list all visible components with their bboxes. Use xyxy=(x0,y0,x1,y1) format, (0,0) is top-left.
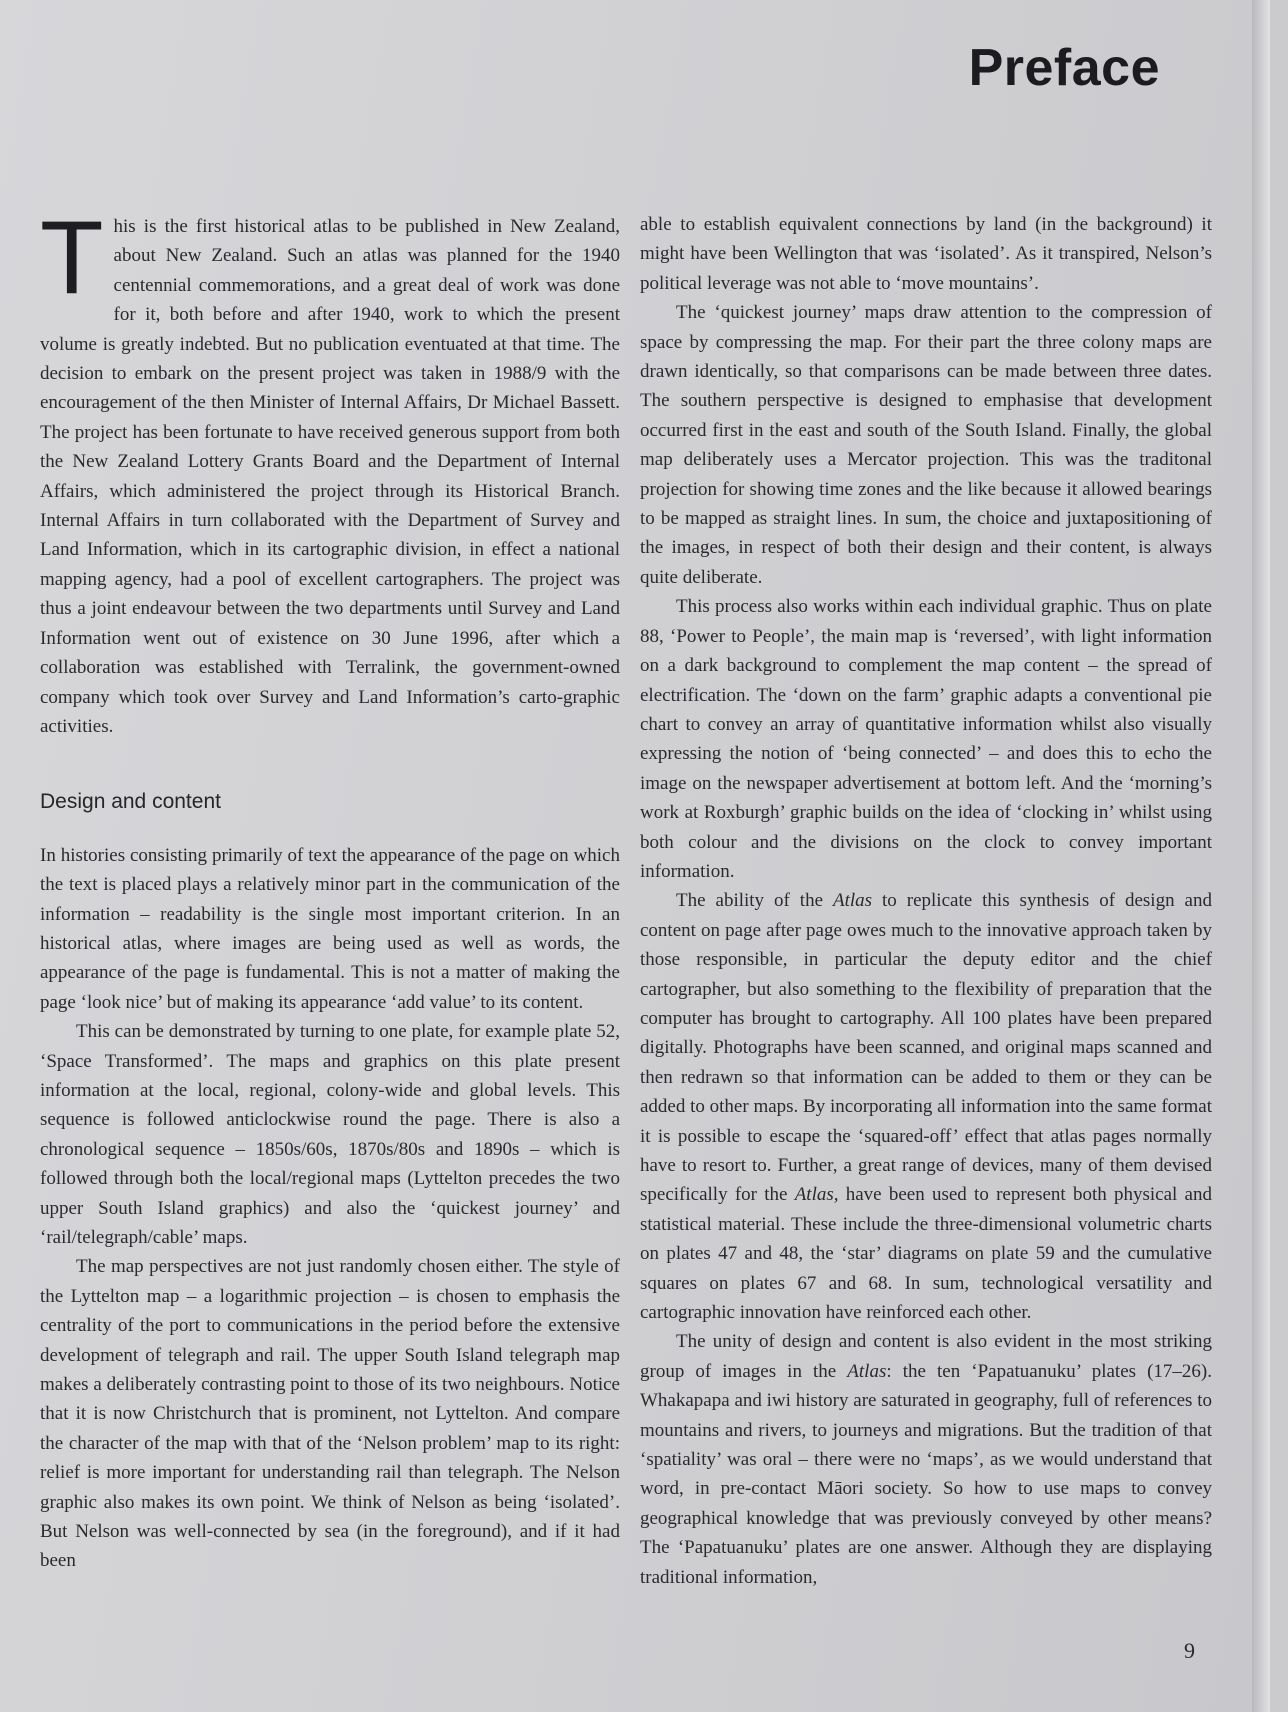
atlas-italic: Atlas xyxy=(833,890,873,912)
paragraph xyxy=(640,886,1212,1327)
text-run: have been used to represent both physical and statistical material. These include the three-dimensional volumetric charts on plates 47 and 48, the ‘star’ diagrams on plate 59 and the cumulative squares on plates 67 and 68. In sum, technological versatility and cartographic innovation have reinforced each other. xyxy=(640,1184,1212,1324)
paragraph: The map perspectives are not just randomly chosen either. The style of the Lyttelton map – a logarithmic projection – is chosen to emphasis the centrality of the port to communications in the period before the extensive development of telegraph and rail. The upper South Island telegraph map makes a deliberately contrasting point to those of its two neighbours. Notice that it is now Christchurch that is prominent, not Lyttelton. And compare the character of the map with that of the ‘Nelson problem’ map to its right: relief is more important for understanding rail than telegraph. The Nelson graphic also makes its own point. We think of Nelson as being ‘isolated’. But Nelson was well-connected by sea (in the foreground), and if it had been xyxy=(40,1256,620,1572)
page-edge xyxy=(1252,0,1270,1712)
paragraph: This process also works within each individual graphic. Thus on plate 88, ‘Power to People’, the main map is ‘reversed’, with light information on a dark background to complement the map content – the spread of electrification. The ‘down on the farm’ graphic adapts a conventional pie chart to convey an array of quantitative information whilst also visually expressing the notion of ‘being connected’ – and does this to echo the image on the newspaper advertisement at bottom left. And the ‘morning’s work at Roxburgh’ graphic builds on the idea of ‘clocking in’ whilst using both colour and the divisions on the clock to convey important information. xyxy=(640,596,1212,882)
text-run: : the ten ‘Papatuanuku’ plates (17–26). Whakapapa and iwi history are saturated in geography, full of references to mountains and rivers, to journeys and migrations. But the tradition of that ‘spatiality’ was oral – there were no ‘maps’, as we would understand that word, in pre-contact Māori society. So how to use maps to convey geographical knowledge that was previously conveyed by other means? The ‘Papatuanuku’ plates are one answer. Although they are displaying traditional information, xyxy=(640,1360,1212,1588)
left-column xyxy=(40,200,620,1576)
paragraph: This can be demonstrated by turning to one plate, for example plate 52, ‘Space Transformed’. The maps and graphics on this plate present information at the local, regional, colony-wide and global levels. This sequence is followed anticlockwise round the page. There is also a chronological sequence – 1850s/60s, 1870s/80s and 1890s – which is followed through both the local/regional maps (Lyttelton precedes the two upper South Island graphics) and also the ‘quickest journey’ and ‘rail/telegraph/cable’ maps. xyxy=(40,1021,620,1248)
atlas-italic: Atlas, xyxy=(794,1184,839,1206)
intro-text: his is the first historical atlas to be published in New Zealand, about New Zealand. Such an atlas was planned for the 1940 centennial commemorations, and a great deal of work was done for it, both before and after 1940, work to which the present volume is greatly indebted. But no publication eventuated at that time. The decision to embark on the present project was taken in 1988/9 with the encouragement of the then Minister of Internal Affairs, Dr Michael Bassett. The project has been fortunate to have received generous support from both the New Zealand Lottery Grants Board and the Department of Internal Affairs, which administered the project through its Historical Branch. Internal Affairs in turn collaborated with the Department of Survey and Land Information, which in its cartographic division, in effect a national mapping agency, had a pool of excellent cartographers. The project was thus a joint endeavour between the two departments until Survey and Land Information went out of existence on 30 June 1996, after which a collaboration was established with Terralink, the government-owned company which took over Survey and Land Information’s carto-graphic activities. xyxy=(40,216,620,737)
page-title: Preface xyxy=(968,39,1160,97)
intro-paragraph xyxy=(40,200,620,741)
text-run: The unity of design and content is also evident in the most striking group of images in the xyxy=(640,1331,1212,1382)
paragraph: able to establish equivalent connections by land (in the background) it might have been Wellington that was ‘isolated’. As it transpired, Nelson’s political leverage was not able to ‘move mountains’. xyxy=(640,214,1212,294)
drop-cap: T xyxy=(40,200,104,316)
section-heading: Design and content xyxy=(40,790,221,814)
paragraph xyxy=(640,1327,1212,1592)
text-run: The ability of the xyxy=(676,890,833,912)
paragraph: The ‘quickest journey’ maps draw attention to the compression of space by compressing the map. For their part the three colony maps are drawn identically, so that comparisons can be made between three dates. The southern perspective is designed to emphasise that development occurred first in the east and south of the South Island. Finally, the global map deliberately uses a Mercator projection. This was the traditonal projection for showing time zones and the like because it allowed bearings to be mapped as straight lines. In sum, the choice and juxtapositioning of the images, in respect of both their design and their content, is always quite deliberate. xyxy=(640,302,1212,588)
atlas-italic: Atlas xyxy=(847,1360,887,1382)
paragraph: In histories consisting primarily of text the appearance of the page on which the text is placed plays a relatively minor part in the communication of the information – readability is the single most important criterion. In an historical atlas, where images are being used as well as words, the appearance of the page is fundamental. This is not a matter of making the page ‘look nice’ but of making its appearance ‘add value’ to its content. xyxy=(40,844,620,1013)
page-number: 9 xyxy=(1184,1638,1195,1663)
text-run: to replicate this synthesis of design and content on page after page owes much to the innovative approach taken by those responsible, in particular the deputy editor and the chief cartographer, but also something to the flexibility of preparation that the computer has brought to cartography. All 100 plates have been prepared digitally. Photographs have been scanned, and original maps scanned and then redrawn so that information can be added to them or they can be added to other maps. By incorporating all information into the same format it is possible to escape the ‘squared-off’ effect that atlas pages normally have to resort to. Further, a great range of devices, many of them devised specifically for the xyxy=(640,890,1212,1206)
right-column xyxy=(640,210,1212,1592)
